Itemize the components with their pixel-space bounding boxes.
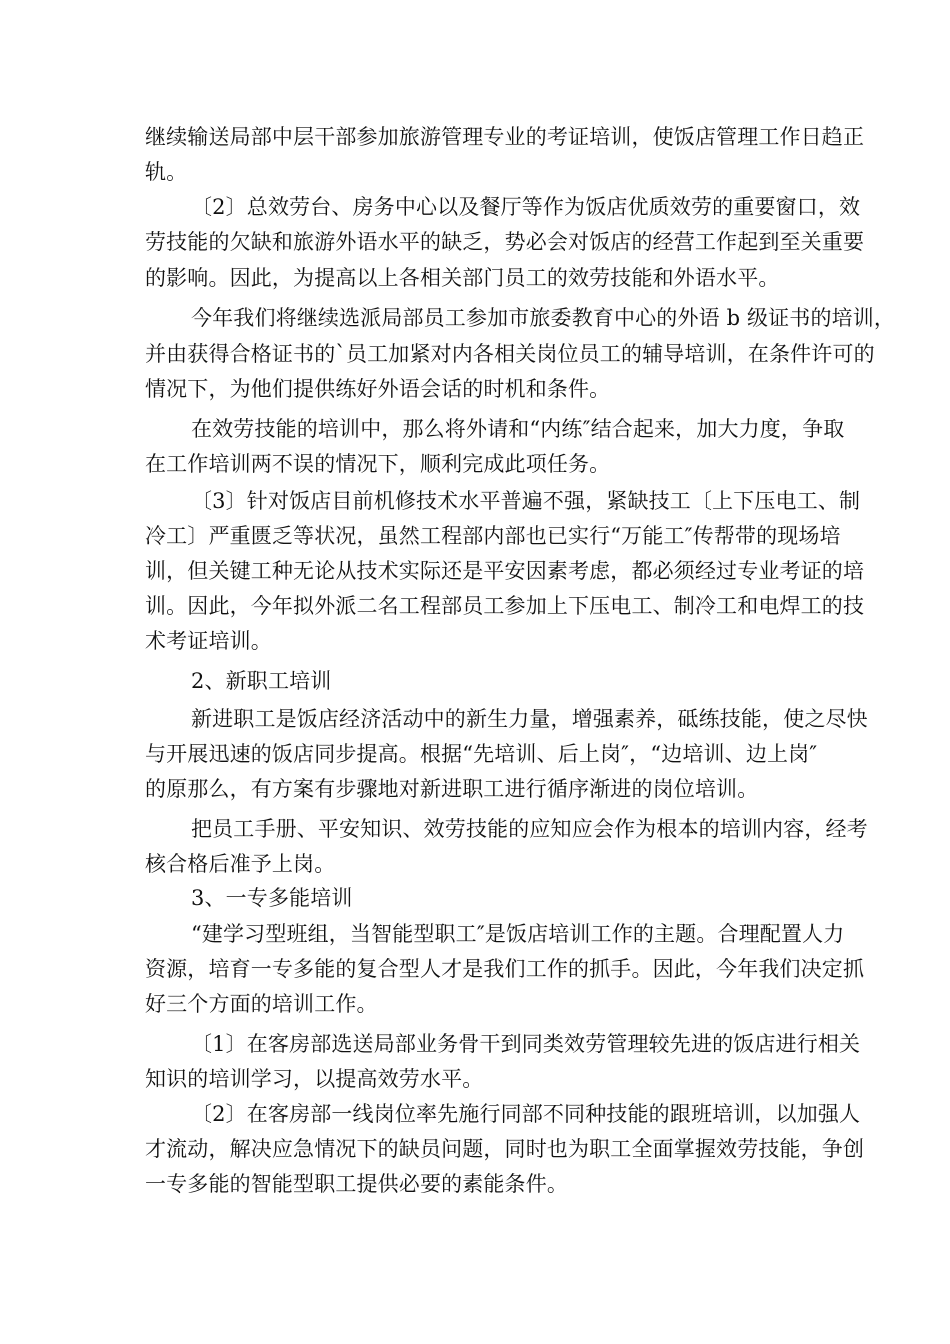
body-text-line: 与开展迅速的饭店同步提高。根据“先培训、后上岗″，“边培训、边上岗″	[145, 742, 818, 766]
section-heading: 2、新职工培训	[191, 669, 332, 693]
body-text-line: 〔1〕在客房部选送局部业务骨干到同类效劳管理较先进的饭店进行相关	[191, 1032, 861, 1056]
body-text-line: 一专多能的智能型职工提供必要的素能条件。	[145, 1172, 568, 1196]
body-text-line: 术考证培训。	[145, 629, 272, 653]
body-text-line: 〔2〕在客房部一线岗位率先施行同部不同种技能的跟班培训，以加强人	[191, 1102, 861, 1126]
body-text-line: 〔2〕总效劳台、房务中心以及餐厅等作为饭店优质效劳的重要窗口，效	[191, 195, 861, 219]
body-text-line: 把员工手册、平安知识、效劳技能的应知应会作为根本的培训内容，经考	[191, 817, 868, 841]
body-text-line: 核合格后准予上岗。	[145, 852, 336, 876]
body-text-line: 知识的培训学习，以提高效劳水平。	[145, 1067, 484, 1091]
body-text-line: 劳技能的欠缺和旅游外语水平的缺乏，势必会对饭店的经营工作起到至关重要	[145, 230, 865, 254]
body-text-line: “建学习型班组，当智能型职工″是饭店培训工作的主题。合理配置人力	[191, 922, 845, 946]
body-text-line: 好三个方面的培训工作。	[145, 992, 378, 1016]
body-text-line: 轨。	[145, 160, 188, 184]
body-text-line: 在工作培训两不误的情况下，顺利完成此项任务。	[145, 452, 611, 476]
body-text-line: 在效劳技能的培训中，那么将外请和“内练″结合起来，加大力度，争取	[191, 417, 845, 441]
body-text-line: 新进职工是饭店经济活动中的新生力量，增强素养，砥练技能，使之尽快	[191, 707, 868, 731]
body-text-line: 才流动，解决应急情况下的缺员问题，同时也为职工全面掌握效劳技能，争创	[145, 1137, 865, 1161]
body-text-line: 今年我们将继续选派局部员工参加市旅委教育中心的外语 b 级证书的培训，	[191, 306, 896, 330]
body-text-line: 情况下，为他们提供练好外语会话的时机和条件。	[145, 377, 611, 401]
body-text-line: 的原那么，有方案有步骤地对新进职工进行循序渐进的岗位培训。	[145, 777, 759, 801]
body-text-line: 并由获得合格证书的`员工加紧对内各相关岗位员工的辅导培训，在条件许可的	[145, 342, 875, 366]
body-text-line: 的影响。因此，为提高以上各相关部门员工的效劳技能和外语水平。	[145, 266, 780, 290]
body-text-line: 训，但关键工种无论从技术实际还是平安因素考虑，都必须经过专业考证的培	[145, 559, 865, 583]
section-heading: 3、一专多能培训	[191, 886, 353, 910]
body-text-line: 继续输送局部中层干部参加旅游管理专业的考证培训，使饭店管理工作日趋正	[145, 125, 865, 149]
body-text-line: 冷工〕严重匮乏等状况，虽然工程部内部也已实行“万能工″传帮带的现场培	[145, 524, 841, 548]
body-text-line: 训。因此，今年拟外派二名工程部员工参加上下压电工、制冷工和电焊工的技	[145, 594, 865, 618]
body-text-line: 资源，培育一专多能的复合型人才是我们工作的抓手。因此，今年我们决定抓	[145, 957, 865, 981]
body-text-line: 〔3〕针对饭店目前机修技术水平普遍不强，紧缺技工〔上下压电工、制	[191, 489, 861, 513]
